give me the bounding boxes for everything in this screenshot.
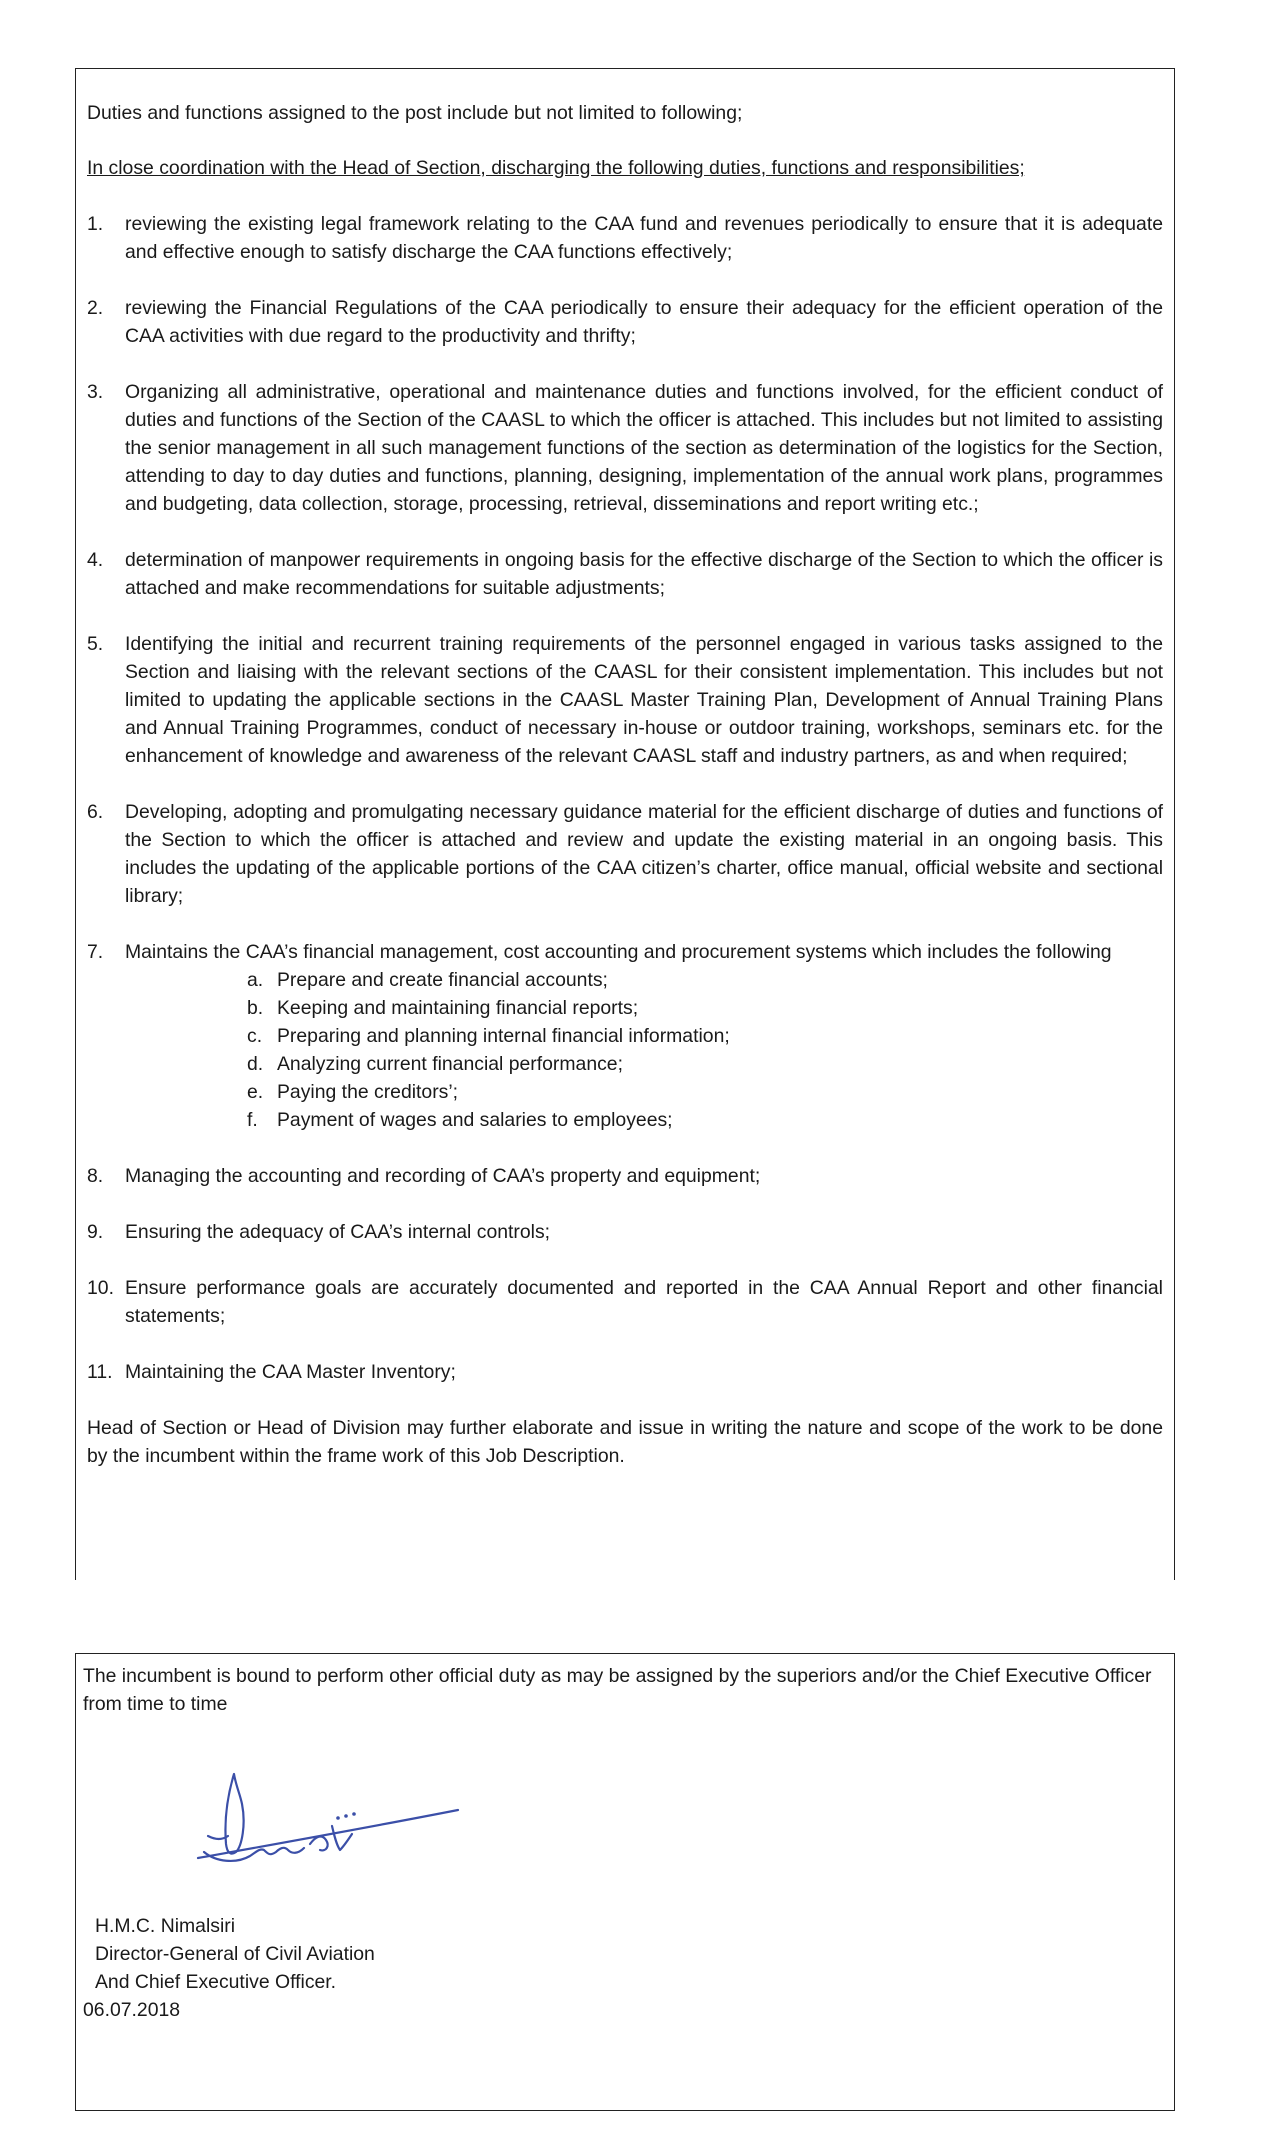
duties-content <box>87 99 1163 1470</box>
signature-image <box>176 1764 476 1884</box>
duty-text: Developing, adopting and promulgating necessary guidance material for the efficient discharge of duties and functions of the Section to which the officer is attached and review and update the existing material in an ongoing basis. This includes the updating of the applicable portions of the CAA citizen’s charter, office manual, official website and sectional library; <box>125 801 1163 907</box>
duty-text: Ensure performance goals are accurately documented and reported in the CAA Annual Report and other financial statements; <box>125 1277 1163 1327</box>
signatory-details <box>95 1912 375 1996</box>
sub-item-text: Payment of wages and salaries to employees; <box>277 1109 673 1131</box>
duty-number: 3. <box>87 381 104 403</box>
duty-text: reviewing the Financial Regulations of the CAA periodically to ensure their adequacy for the efficient operation of the CAA activities with due regard to the productivity and thrifty; <box>125 297 1163 347</box>
duty-text: Identifying the initial and recurrent training requirements of the personnel engaged in various tasks assigned to the Section and liaising with the relevant sections of the CAASL for their consistent implementation. This includes but not limited to updating the applicable sections in the CAASL Master Training Plan, Development of Annual Training Plans and Annual Training Programmes, conduct of necessary in-house or outdoor training, workshops, seminars etc. for the enhancement of knowledge and awareness of the relevant CAASL staff and industry partners, as and when required; <box>125 633 1163 767</box>
duty-number: 7. <box>87 941 104 963</box>
duty-text: Ensuring the adequacy of CAA’s internal controls; <box>125 1221 551 1243</box>
duty-text: Managing the accounting and recording of CAA’s property and equipment; <box>125 1165 761 1187</box>
sub-item-letter: a. <box>247 969 264 991</box>
duty-number: 1. <box>87 213 104 235</box>
duty-text: determination of manpower requirements in ongoing basis for the effective discharge of the Section to which the officer is attached and make recommendations for suitable adjustments; <box>125 549 1163 599</box>
sub-item <box>125 1078 1163 1106</box>
coordination-heading: In close coordination with the Head of Section, discharging the following duties, functions and responsibilities; <box>87 157 1025 179</box>
duty-item <box>87 1358 1163 1386</box>
duty-item <box>87 1274 1163 1330</box>
sub-item-text: Analyzing current financial performance; <box>277 1053 623 1075</box>
sub-item <box>125 994 1163 1022</box>
sub-item-letter: c. <box>247 1025 263 1047</box>
signatory-title-cont: And Chief Executive Officer. <box>95 1971 337 1993</box>
sub-item-text: Paying the creditors’; <box>277 1081 459 1103</box>
signatory-name: H.M.C. Nimalsiri <box>95 1915 236 1937</box>
duties-list <box>87 210 1163 1386</box>
duty-item <box>87 1162 1163 1190</box>
duty-item <box>87 210 1163 266</box>
duty-item <box>87 378 1163 518</box>
duty-number: 5. <box>87 633 104 655</box>
duty-text: Maintains the CAA’s financial management, cost accounting and procurement systems which includes the following <box>125 941 1112 963</box>
sub-item <box>125 1106 1163 1134</box>
signatory-title: Director-General of Civil Aviation <box>95 1943 375 1965</box>
sub-item-text: Prepare and create financial accounts; <box>277 969 608 991</box>
duty-number: 11. <box>87 1361 113 1383</box>
sub-item <box>125 1022 1163 1050</box>
sub-item <box>125 966 1163 994</box>
duty-text: Organizing all administrative, operational and maintenance duties and functions involved, for the efficient conduct of duties and functions of the Section of the CAASL to which the officer is attached. This includes but not limited to assisting the senior management in all such management functions of the section as determination of the logistics for the Section, attending to day to day duties and functions, planning, designing, implementation of the annual work plans, programmes and budgeting, data collection, storage, processing, retrieval, disseminations and report writing etc.; <box>125 381 1163 515</box>
signoff-statement: The incumbent is bound to perform other official duty as may be assigned by the superiors and/or the Chief Executive Officer from time to time <box>83 1665 1152 1715</box>
duty-number: 8. <box>87 1165 104 1187</box>
duty-number: 6. <box>87 801 104 823</box>
sub-item-letter: d. <box>247 1053 264 1075</box>
duty-number: 4. <box>87 549 104 571</box>
sub-item-letter: f. <box>247 1109 258 1131</box>
sub-item-letter: b. <box>247 997 264 1019</box>
duty-text: reviewing the existing legal framework relating to the CAA fund and revenues periodically to ensure that it is adequate and effective enough to satisfy discharge the CAA functions effectively; <box>125 213 1163 263</box>
sub-item <box>125 1050 1163 1078</box>
intro-text: Duties and functions assigned to the post include but not limited to following; <box>87 102 743 124</box>
duty-number: 2. <box>87 297 104 319</box>
sub-item-text: Keeping and maintaining financial reports; <box>277 997 639 1019</box>
duty-number: 9. <box>87 1221 104 1243</box>
duty-item <box>87 546 1163 602</box>
sub-item-letter: e. <box>247 1081 264 1103</box>
duties-box <box>75 68 1175 1580</box>
closing-text: Head of Section or Head of Division may further elaborate and issue in writing the nature and scope of the work to be done by the incumbent within the frame work of this Job Description. <box>87 1417 1163 1467</box>
sub-item-text: Preparing and planning internal financial information; <box>277 1025 730 1047</box>
signoff-box <box>75 1653 1175 2111</box>
duty-item <box>87 798 1163 910</box>
duty-text: Maintaining the CAA Master Inventory; <box>125 1361 456 1383</box>
duty-number: 10. <box>87 1277 114 1299</box>
duty-item <box>87 1218 1163 1246</box>
duty-item <box>87 294 1163 350</box>
duty-item <box>87 938 1163 1134</box>
signoff-date: 06.07.2018 <box>83 1999 181 2021</box>
financial-subitems-list <box>125 966 1163 1134</box>
duty-item <box>87 630 1163 770</box>
